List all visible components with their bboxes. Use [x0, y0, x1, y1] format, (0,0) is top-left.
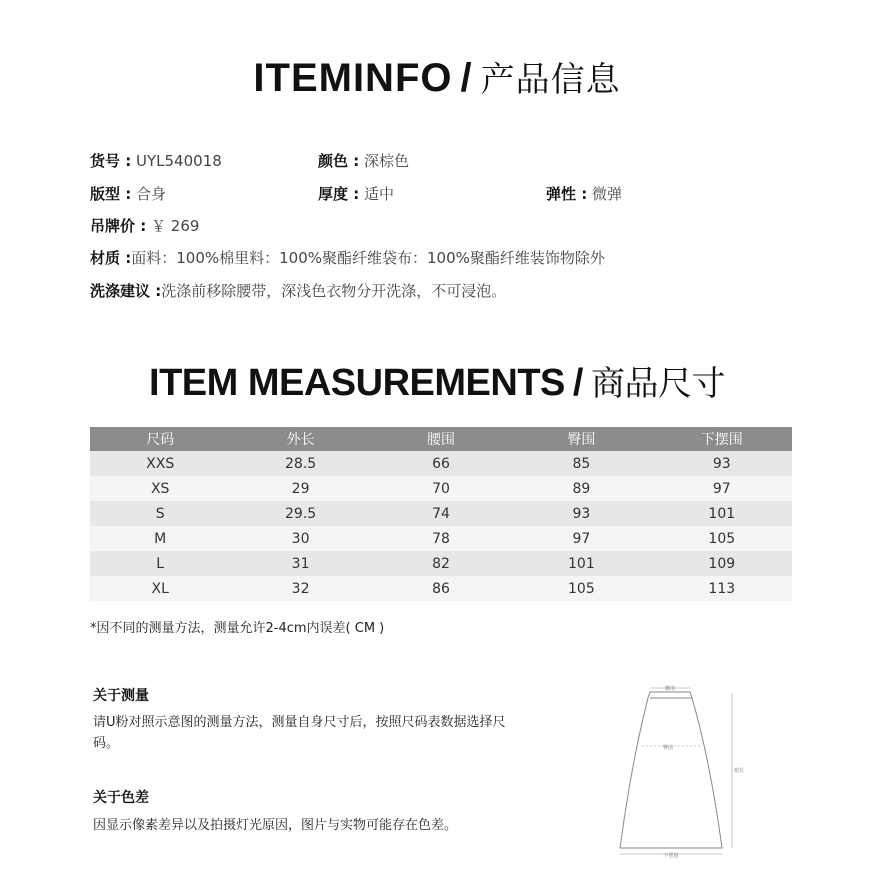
cell-hem: 109: [652, 551, 792, 576]
cell-waist: 66: [371, 451, 511, 476]
price-value: ￥ 269: [151, 217, 200, 235]
care-value: 洗涤前移除腰带，深浅色衣物分开洗涤，不可浸泡。: [161, 282, 507, 300]
skirt-measurement-diagram: [600, 680, 750, 860]
measurements-title-en: ITEM MEASUREMENTS: [149, 362, 565, 404]
header-hem: 下摆围: [652, 427, 792, 451]
item-info-title: [0, 52, 874, 101]
cell-hip: 101: [511, 551, 651, 576]
about-color-title: 关于色差: [93, 790, 149, 806]
header-length: 外长: [230, 427, 370, 451]
about-measure-body: 请U粉对照示意图的测量方法，测量自身尺寸后，按照尺码表数据选择尺码。: [93, 715, 506, 751]
cell-hem: 93: [652, 451, 792, 476]
cell-hip: 85: [511, 451, 651, 476]
fit-row: [90, 184, 166, 204]
cell-hem: 101: [652, 501, 792, 526]
measurement-note: *因不同的测量方法，测量允许2-4cm内误差( CM ): [90, 621, 385, 636]
cell-hem: 105: [652, 526, 792, 551]
care-row: [90, 281, 506, 301]
item-info-title-en: ITEMINFO: [253, 56, 453, 100]
table-row: [90, 476, 792, 501]
hip-diagram-label: 臀围: [662, 745, 674, 751]
header-hip: 臀围: [511, 427, 651, 451]
cell-size: M: [90, 526, 230, 551]
title-separator: /: [572, 362, 583, 404]
cell-length: 29.5: [230, 501, 370, 526]
material-label: 材质 :: [90, 249, 132, 267]
color-label: 颜色 :: [318, 152, 360, 170]
cell-hip: 89: [511, 476, 651, 501]
measure-lines: [620, 688, 732, 854]
table-row: [90, 501, 792, 526]
cell-length: 32: [230, 576, 370, 601]
material-value: 面料：100%棉里料：100%聚酯纤维袋布：100%聚酯纤维装饰物除外: [131, 249, 605, 267]
material-row: [90, 248, 605, 268]
cell-length: 29: [230, 476, 370, 501]
thickness-value: 适中: [364, 185, 395, 203]
title-separator: /: [460, 56, 473, 100]
cell-size: XL: [90, 576, 230, 601]
item-number-value: UYL540018: [136, 152, 222, 170]
table-row: [90, 551, 792, 576]
length-diagram-label: 裙长: [734, 768, 745, 774]
cell-waist: 74: [371, 501, 511, 526]
waist-diagram-label: 腰围: [664, 686, 676, 692]
item-number-label: 货号 :: [90, 152, 132, 170]
item-number-row: [90, 151, 222, 171]
header-waist: 腰围: [371, 427, 511, 451]
thickness-row: [318, 184, 394, 204]
price-row: [90, 216, 199, 236]
elasticity-value: 微弹: [592, 185, 623, 203]
table-row: [90, 526, 792, 551]
skirt-outline: [620, 692, 722, 848]
fit-label: 版型 :: [90, 185, 132, 203]
color-row: [318, 151, 409, 171]
measurements-title-cn: 商品尺寸: [590, 364, 725, 404]
elasticity-row: [546, 184, 622, 204]
cell-hip: 105: [511, 576, 651, 601]
care-label: 洗涤建议 :: [90, 282, 162, 300]
cell-hem: 97: [652, 476, 792, 501]
size-table-header: [90, 427, 792, 451]
cell-waist: 82: [371, 551, 511, 576]
header-size: 尺码: [90, 427, 230, 451]
cell-length: 28.5: [230, 451, 370, 476]
measurements-title: [0, 356, 874, 405]
about-measure-title: 关于测量: [93, 688, 149, 704]
table-row: [90, 576, 792, 601]
cell-hip: 97: [511, 526, 651, 551]
item-info-title-cn: 产品信息: [480, 60, 621, 100]
fit-value: 合身: [136, 185, 167, 203]
cell-waist: 86: [371, 576, 511, 601]
cell-size: L: [90, 551, 230, 576]
cell-size: S: [90, 501, 230, 526]
cell-size: XXS: [90, 451, 230, 476]
cell-length: 31: [230, 551, 370, 576]
table-row: [90, 451, 792, 476]
elasticity-label: 弹性 :: [546, 185, 588, 203]
cell-hem: 113: [652, 576, 792, 601]
cell-hip: 93: [511, 501, 651, 526]
color-value: 深棕色: [364, 152, 410, 170]
thickness-label: 厚度 :: [318, 185, 360, 203]
cell-waist: 78: [371, 526, 511, 551]
cell-length: 30: [230, 526, 370, 551]
price-label: 吊牌价 :: [90, 217, 147, 235]
size-table: [90, 427, 792, 601]
about-color-body: 因显示像素差异以及拍摄灯光原因，图片与实物可能存在色差。: [93, 818, 458, 833]
cell-waist: 70: [371, 476, 511, 501]
hem-diagram-label: 下摆围: [663, 853, 679, 859]
cell-size: XS: [90, 476, 230, 501]
